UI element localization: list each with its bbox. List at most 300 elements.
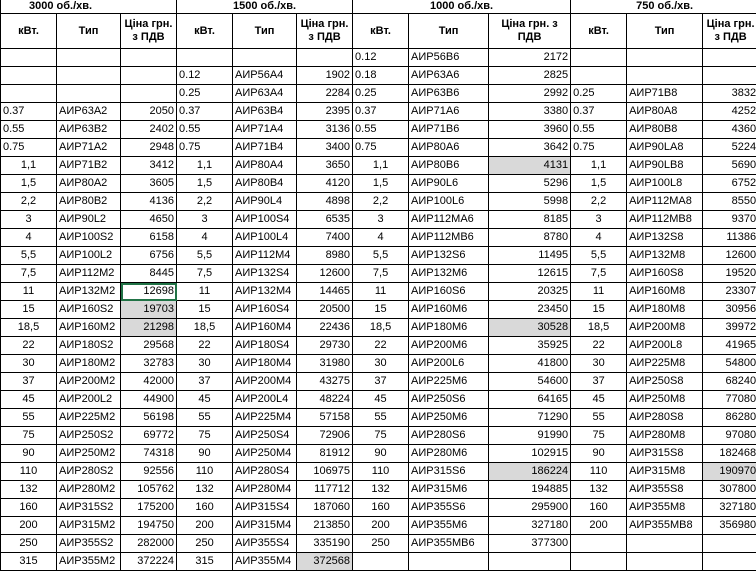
type-cell[interactable]: АИР80В6 xyxy=(409,157,489,175)
kw-cell[interactable]: 2,2 xyxy=(1,193,57,211)
kw-cell[interactable]: 90 xyxy=(1,445,57,463)
price-cell[interactable]: 307800 xyxy=(703,481,756,499)
price-cell[interactable]: 57158 xyxy=(297,409,353,427)
price-cell[interactable]: 4136 xyxy=(121,193,177,211)
type-cell[interactable]: АИР160S4 xyxy=(233,301,297,319)
kw-cell[interactable]: 37 xyxy=(177,373,233,391)
price-cell[interactable]: 44900 xyxy=(121,391,177,409)
price-cell[interactable]: 32783 xyxy=(121,355,177,373)
price-cell[interactable]: 4252 xyxy=(703,103,756,121)
type-cell[interactable]: АИР100L8 xyxy=(627,175,703,193)
kw-cell[interactable]: 22 xyxy=(353,337,409,355)
price-cell[interactable]: 2402 xyxy=(121,121,177,139)
price-cell[interactable] xyxy=(121,49,177,67)
type-cell[interactable]: АИР56А4 xyxy=(233,67,297,85)
price-cell[interactable]: 6535 xyxy=(297,211,353,229)
type-cell[interactable] xyxy=(233,49,297,67)
price-cell[interactable]: 327180 xyxy=(489,517,571,535)
kw-cell[interactable]: 110 xyxy=(571,463,627,481)
price-cell[interactable]: 4120 xyxy=(297,175,353,193)
price-cell[interactable]: 2825 xyxy=(489,67,571,85)
type-cell[interactable]: АИР180М2 xyxy=(57,355,121,373)
type-cell[interactable]: АИР132М8 xyxy=(627,247,703,265)
type-cell[interactable]: АИР132М4 xyxy=(233,283,297,301)
kw-cell[interactable] xyxy=(571,49,627,67)
kw-cell[interactable]: 160 xyxy=(571,499,627,517)
kw-cell[interactable] xyxy=(1,67,57,85)
price-cell[interactable]: 11495 xyxy=(489,247,571,265)
type-cell[interactable]: АИР280S6 xyxy=(409,427,489,445)
type-cell[interactable]: АИР280М6 xyxy=(409,445,489,463)
kw-cell[interactable]: 7,5 xyxy=(571,265,627,283)
kw-cell[interactable]: 18,5 xyxy=(177,319,233,337)
price-cell[interactable]: 3605 xyxy=(121,175,177,193)
kw-cell[interactable]: 0.37 xyxy=(177,103,233,121)
price-cell[interactable]: 3380 xyxy=(489,103,571,121)
type-cell[interactable]: АИР90L4 xyxy=(233,193,297,211)
price-cell[interactable]: 194885 xyxy=(489,481,571,499)
price-cell[interactable]: 106975 xyxy=(297,463,353,481)
kw-cell[interactable]: 0.12 xyxy=(353,49,409,67)
kw-cell[interactable]: 160 xyxy=(1,499,57,517)
kw-cell[interactable]: 5,5 xyxy=(1,247,57,265)
type-cell[interactable]: АИР80А4 xyxy=(233,157,297,175)
type-cell[interactable]: АИР100S2 xyxy=(57,229,121,247)
kw-cell[interactable]: 7,5 xyxy=(353,265,409,283)
type-cell[interactable]: АИР315М8 xyxy=(627,463,703,481)
kw-cell[interactable]: 0.55 xyxy=(571,121,627,139)
price-cell[interactable]: 8780 xyxy=(489,229,571,247)
kw-cell[interactable]: 11 xyxy=(1,283,57,301)
type-cell[interactable]: АИР200L8 xyxy=(627,337,703,355)
kw-cell[interactable]: 90 xyxy=(353,445,409,463)
type-cell[interactable]: АИР280М4 xyxy=(233,481,297,499)
price-cell[interactable]: 8445 xyxy=(121,265,177,283)
price-cell[interactable]: 54800 xyxy=(703,355,756,373)
price-cell[interactable]: 23450 xyxy=(489,301,571,319)
price-cell[interactable]: 8550 xyxy=(703,193,756,211)
kw-cell[interactable]: 11 xyxy=(353,283,409,301)
kw-cell[interactable]: 5,5 xyxy=(353,247,409,265)
kw-cell[interactable]: 0.18 xyxy=(353,67,409,85)
price-cell[interactable]: 29730 xyxy=(297,337,353,355)
kw-cell[interactable]: 4 xyxy=(353,229,409,247)
price-cell[interactable]: 2948 xyxy=(121,139,177,157)
kw-cell[interactable]: 11 xyxy=(177,283,233,301)
kw-cell[interactable] xyxy=(1,49,57,67)
type-cell[interactable]: АИР355М6 xyxy=(409,517,489,535)
price-cell[interactable]: 5224 xyxy=(703,139,756,157)
kw-cell[interactable]: 200 xyxy=(177,517,233,535)
price-cell[interactable]: 3650 xyxy=(297,157,353,175)
price-cell[interactable]: 117712 xyxy=(297,481,353,499)
price-cell[interactable]: 372568 xyxy=(297,553,353,571)
type-cell[interactable]: АИР160М6 xyxy=(409,301,489,319)
kw-cell[interactable]: 1,5 xyxy=(353,175,409,193)
price-cell[interactable]: 19703 xyxy=(121,301,177,319)
kw-cell[interactable]: 132 xyxy=(353,481,409,499)
price-cell[interactable]: 2395 xyxy=(297,103,353,121)
kw-cell[interactable]: 315 xyxy=(1,553,57,571)
type-cell[interactable]: АИР180М4 xyxy=(233,355,297,373)
type-cell[interactable]: АИР132М6 xyxy=(409,265,489,283)
price-cell[interactable]: 2992 xyxy=(489,85,571,103)
kw-cell[interactable]: 22 xyxy=(177,337,233,355)
type-cell[interactable]: АИР225М6 xyxy=(409,373,489,391)
type-cell[interactable]: АИР71А2 xyxy=(57,139,121,157)
kw-cell[interactable]: 0.25 xyxy=(571,85,627,103)
type-cell[interactable]: АИР200L2 xyxy=(57,391,121,409)
type-cell[interactable]: АИР71А4 xyxy=(233,121,297,139)
type-cell[interactable]: АИР90L6 xyxy=(409,175,489,193)
type-cell[interactable]: АИР200М2 xyxy=(57,373,121,391)
price-cell[interactable]: 1902 xyxy=(297,67,353,85)
kw-cell[interactable]: 1,5 xyxy=(571,175,627,193)
type-cell[interactable]: АИР71В8 xyxy=(627,85,703,103)
price-cell[interactable]: 31980 xyxy=(297,355,353,373)
type-cell[interactable]: АИР315S6 xyxy=(409,463,489,481)
type-cell[interactable]: АИР112МА8 xyxy=(627,193,703,211)
price-cell[interactable]: 41800 xyxy=(489,355,571,373)
kw-cell[interactable]: 1,5 xyxy=(177,175,233,193)
price-cell[interactable]: 29568 xyxy=(121,337,177,355)
kw-cell[interactable]: 0.75 xyxy=(177,139,233,157)
price-cell[interactable]: 72906 xyxy=(297,427,353,445)
kw-cell[interactable]: 7,5 xyxy=(177,265,233,283)
kw-cell[interactable] xyxy=(1,85,57,103)
type-cell[interactable] xyxy=(57,49,121,67)
type-cell[interactable]: АИР250М4 xyxy=(233,445,297,463)
kw-cell[interactable]: 18,5 xyxy=(571,319,627,337)
kw-cell[interactable]: 30 xyxy=(177,355,233,373)
price-cell[interactable] xyxy=(703,535,756,553)
kw-cell[interactable]: 3 xyxy=(1,211,57,229)
kw-cell[interactable]: 0.25 xyxy=(177,85,233,103)
price-cell[interactable] xyxy=(121,67,177,85)
price-cell[interactable]: 327180 xyxy=(703,499,756,517)
price-cell[interactable]: 48224 xyxy=(297,391,353,409)
kw-cell[interactable]: 18,5 xyxy=(1,319,57,337)
type-cell[interactable]: АИР355М2 xyxy=(57,553,121,571)
price-cell[interactable]: 91990 xyxy=(489,427,571,445)
price-cell[interactable]: 12600 xyxy=(297,265,353,283)
kw-cell[interactable]: 132 xyxy=(571,481,627,499)
type-cell[interactable]: АИР112М2 xyxy=(57,265,121,283)
kw-cell[interactable]: 22 xyxy=(571,337,627,355)
kw-cell[interactable]: 0.55 xyxy=(1,121,57,139)
price-cell[interactable]: 3832 xyxy=(703,85,756,103)
kw-cell[interactable]: 45 xyxy=(353,391,409,409)
kw-cell[interactable]: 45 xyxy=(177,391,233,409)
type-cell[interactable]: АИР355МВ6 xyxy=(409,535,489,553)
kw-cell[interactable]: 15 xyxy=(571,301,627,319)
type-cell[interactable]: АИР200М8 xyxy=(627,319,703,337)
kw-cell[interactable]: 37 xyxy=(571,373,627,391)
type-cell[interactable]: АИР160М2 xyxy=(57,319,121,337)
kw-cell[interactable]: 5,5 xyxy=(571,247,627,265)
kw-cell[interactable]: 4 xyxy=(571,229,627,247)
type-cell[interactable]: АИР100S4 xyxy=(233,211,297,229)
kw-cell[interactable]: 22 xyxy=(1,337,57,355)
price-cell[interactable]: 64165 xyxy=(489,391,571,409)
price-cell[interactable]: 105762 xyxy=(121,481,177,499)
type-cell[interactable]: АИР200L6 xyxy=(409,355,489,373)
kw-cell[interactable]: 0.37 xyxy=(353,103,409,121)
kw-cell[interactable]: 200 xyxy=(353,517,409,535)
type-cell[interactable]: АИР90L2 xyxy=(57,211,121,229)
kw-cell[interactable]: 0.12 xyxy=(177,67,233,85)
price-cell[interactable]: 41965 xyxy=(703,337,756,355)
price-cell[interactable]: 12615 xyxy=(489,265,571,283)
type-cell[interactable]: АИР160М8 xyxy=(627,283,703,301)
price-cell[interactable]: 22436 xyxy=(297,319,353,337)
type-cell[interactable] xyxy=(627,49,703,67)
price-cell[interactable]: 295900 xyxy=(489,499,571,517)
type-cell[interactable]: АИР225М2 xyxy=(57,409,121,427)
price-cell[interactable]: 282000 xyxy=(121,535,177,553)
type-cell[interactable]: АИР80В4 xyxy=(233,175,297,193)
type-cell[interactable] xyxy=(57,67,121,85)
price-cell[interactable]: 194750 xyxy=(121,517,177,535)
type-cell[interactable]: АИР250М8 xyxy=(627,391,703,409)
price-cell[interactable] xyxy=(703,67,756,85)
type-cell[interactable]: АИР132М2 xyxy=(57,283,121,301)
type-cell[interactable]: АИР112МВ8 xyxy=(627,211,703,229)
price-cell[interactable]: 35925 xyxy=(489,337,571,355)
type-cell[interactable]: АИР71В6 xyxy=(409,121,489,139)
price-cell[interactable]: 6756 xyxy=(121,247,177,265)
kw-cell[interactable]: 110 xyxy=(1,463,57,481)
type-cell[interactable]: АИР280S4 xyxy=(233,463,297,481)
type-cell[interactable]: АИР71В2 xyxy=(57,157,121,175)
price-cell[interactable]: 2050 xyxy=(121,103,177,121)
kw-cell[interactable]: 55 xyxy=(1,409,57,427)
type-cell[interactable]: АИР160S2 xyxy=(57,301,121,319)
type-cell[interactable]: АИР355S4 xyxy=(233,535,297,553)
price-cell[interactable]: 377300 xyxy=(489,535,571,553)
kw-cell[interactable]: 2,2 xyxy=(353,193,409,211)
kw-cell[interactable]: 160 xyxy=(177,499,233,517)
kw-cell[interactable]: 37 xyxy=(353,373,409,391)
kw-cell[interactable]: 250 xyxy=(353,535,409,553)
type-cell[interactable]: АИР355МВ8 xyxy=(627,517,703,535)
price-cell[interactable]: 3412 xyxy=(121,157,177,175)
price-cell[interactable]: 102915 xyxy=(489,445,571,463)
type-cell[interactable]: АИР250S2 xyxy=(57,427,121,445)
kw-cell[interactable]: 2,2 xyxy=(177,193,233,211)
kw-cell[interactable]: 75 xyxy=(571,427,627,445)
type-cell[interactable]: АИР315М4 xyxy=(233,517,297,535)
price-cell[interactable]: 30528 xyxy=(489,319,571,337)
kw-cell[interactable]: 3 xyxy=(571,211,627,229)
kw-cell[interactable]: 55 xyxy=(353,409,409,427)
price-cell[interactable]: 43275 xyxy=(297,373,353,391)
type-cell[interactable]: АИР71А6 xyxy=(409,103,489,121)
kw-cell[interactable]: 3 xyxy=(353,211,409,229)
kw-cell[interactable]: 0.55 xyxy=(177,121,233,139)
type-cell[interactable]: АИР80В8 xyxy=(627,121,703,139)
type-cell[interactable]: АИР180S4 xyxy=(233,337,297,355)
price-cell[interactable]: 7400 xyxy=(297,229,353,247)
type-cell[interactable] xyxy=(627,553,703,571)
type-cell[interactable]: АИР112МА6 xyxy=(409,211,489,229)
price-cell[interactable]: 3642 xyxy=(489,139,571,157)
price-cell[interactable]: 12600 xyxy=(703,247,756,265)
type-cell[interactable]: АИР180М8 xyxy=(627,301,703,319)
kw-cell[interactable]: 7,5 xyxy=(1,265,57,283)
kw-cell[interactable]: 250 xyxy=(1,535,57,553)
type-cell[interactable]: АИР100L2 xyxy=(57,247,121,265)
price-cell[interactable]: 71290 xyxy=(489,409,571,427)
kw-cell[interactable]: 5,5 xyxy=(177,247,233,265)
kw-cell[interactable]: 75 xyxy=(1,427,57,445)
price-cell[interactable]: 213850 xyxy=(297,517,353,535)
kw-cell[interactable]: 45 xyxy=(1,391,57,409)
kw-cell[interactable] xyxy=(177,49,233,67)
kw-cell[interactable]: 1,1 xyxy=(1,157,57,175)
type-cell[interactable]: АИР112МВ6 xyxy=(409,229,489,247)
price-cell[interactable]: 12698 xyxy=(121,283,177,301)
type-cell[interactable]: АИР63А2 xyxy=(57,103,121,121)
kw-cell[interactable]: 200 xyxy=(571,517,627,535)
kw-cell[interactable]: 0.55 xyxy=(353,121,409,139)
type-cell[interactable]: АИР100L4 xyxy=(233,229,297,247)
price-cell[interactable]: 182468 xyxy=(703,445,756,463)
type-cell[interactable]: АИР250S6 xyxy=(409,391,489,409)
type-cell[interactable]: АИР280S8 xyxy=(627,409,703,427)
kw-cell[interactable]: 0.75 xyxy=(353,139,409,157)
price-cell[interactable]: 372224 xyxy=(121,553,177,571)
type-cell[interactable]: АИР63В6 xyxy=(409,85,489,103)
price-cell[interactable]: 56198 xyxy=(121,409,177,427)
price-cell[interactable]: 97080 xyxy=(703,427,756,445)
type-cell[interactable]: АИР56В6 xyxy=(409,49,489,67)
kw-cell[interactable]: 200 xyxy=(1,517,57,535)
type-cell[interactable]: АИР315S8 xyxy=(627,445,703,463)
price-cell[interactable]: 92556 xyxy=(121,463,177,481)
kw-cell[interactable]: 55 xyxy=(177,409,233,427)
kw-cell[interactable]: 11 xyxy=(571,283,627,301)
type-cell[interactable] xyxy=(627,67,703,85)
price-cell[interactable]: 81912 xyxy=(297,445,353,463)
price-cell[interactable]: 8980 xyxy=(297,247,353,265)
price-cell[interactable]: 8185 xyxy=(489,211,571,229)
kw-cell[interactable]: 250 xyxy=(177,535,233,553)
kw-cell[interactable] xyxy=(571,553,627,571)
type-cell[interactable]: АИР250S4 xyxy=(233,427,297,445)
type-cell[interactable]: АИР80А2 xyxy=(57,175,121,193)
price-cell[interactable]: 4650 xyxy=(121,211,177,229)
type-cell[interactable]: АИР225М4 xyxy=(233,409,297,427)
price-cell[interactable]: 5690 xyxy=(703,157,756,175)
price-cell[interactable]: 356980 xyxy=(703,517,756,535)
type-cell[interactable] xyxy=(57,85,121,103)
type-cell[interactable]: АИР355М4 xyxy=(233,553,297,571)
kw-cell[interactable]: 1,1 xyxy=(177,157,233,175)
type-cell[interactable]: АИР160М4 xyxy=(233,319,297,337)
type-cell[interactable]: АИР250М2 xyxy=(57,445,121,463)
price-cell[interactable] xyxy=(703,49,756,67)
kw-cell[interactable]: 110 xyxy=(353,463,409,481)
type-cell[interactable]: АИР63А4 xyxy=(233,85,297,103)
price-cell[interactable]: 20325 xyxy=(489,283,571,301)
price-cell[interactable]: 6752 xyxy=(703,175,756,193)
price-cell[interactable]: 77080 xyxy=(703,391,756,409)
price-cell[interactable]: 74318 xyxy=(121,445,177,463)
price-cell[interactable]: 335190 xyxy=(297,535,353,553)
kw-cell[interactable]: 0.75 xyxy=(1,139,57,157)
price-cell[interactable]: 190970 xyxy=(703,463,756,481)
price-cell[interactable]: 4898 xyxy=(297,193,353,211)
price-cell[interactable]: 186224 xyxy=(489,463,571,481)
price-cell[interactable]: 4131 xyxy=(489,157,571,175)
price-cell[interactable] xyxy=(703,553,756,571)
kw-cell[interactable]: 4 xyxy=(177,229,233,247)
price-cell[interactable]: 3960 xyxy=(489,121,571,139)
type-cell[interactable]: АИР315S4 xyxy=(233,499,297,517)
type-cell[interactable]: АИР63В2 xyxy=(57,121,121,139)
type-cell[interactable]: АИР180S2 xyxy=(57,337,121,355)
kw-cell[interactable]: 90 xyxy=(177,445,233,463)
type-cell[interactable]: АИР100L6 xyxy=(409,193,489,211)
price-cell[interactable]: 5998 xyxy=(489,193,571,211)
price-cell[interactable]: 30956 xyxy=(703,301,756,319)
type-cell[interactable]: АИР355S2 xyxy=(57,535,121,553)
kw-cell[interactable]: 132 xyxy=(1,481,57,499)
price-cell[interactable]: 42000 xyxy=(121,373,177,391)
price-cell[interactable]: 175200 xyxy=(121,499,177,517)
type-cell[interactable]: АИР180М6 xyxy=(409,319,489,337)
type-cell[interactable]: АИР355S6 xyxy=(409,499,489,517)
type-cell[interactable]: АИР132S8 xyxy=(627,229,703,247)
type-cell[interactable]: АИР200М6 xyxy=(409,337,489,355)
price-cell[interactable]: 19520 xyxy=(703,265,756,283)
type-cell[interactable]: АИР63В4 xyxy=(233,103,297,121)
type-cell[interactable]: АИР90LA8 xyxy=(627,139,703,157)
type-cell[interactable]: АИР250М6 xyxy=(409,409,489,427)
type-cell[interactable]: АИР225М8 xyxy=(627,355,703,373)
type-cell[interactable] xyxy=(627,535,703,553)
kw-cell[interactable]: 3 xyxy=(177,211,233,229)
kw-cell[interactable]: 1,1 xyxy=(353,157,409,175)
kw-cell[interactable]: 37 xyxy=(1,373,57,391)
price-cell[interactable]: 5296 xyxy=(489,175,571,193)
kw-cell[interactable]: 1,1 xyxy=(571,157,627,175)
price-cell[interactable]: 54600 xyxy=(489,373,571,391)
type-cell[interactable]: АИР71В4 xyxy=(233,139,297,157)
price-cell[interactable]: 86280 xyxy=(703,409,756,427)
price-cell[interactable]: 2172 xyxy=(489,49,571,67)
type-cell[interactable]: АИР315S2 xyxy=(57,499,121,517)
type-cell[interactable]: АИР315М6 xyxy=(409,481,489,499)
kw-cell[interactable]: 160 xyxy=(353,499,409,517)
type-cell[interactable]: АИР315М2 xyxy=(57,517,121,535)
kw-cell[interactable]: 2,2 xyxy=(571,193,627,211)
price-cell[interactable]: 2284 xyxy=(297,85,353,103)
kw-cell[interactable] xyxy=(571,67,627,85)
kw-cell[interactable]: 90 xyxy=(571,445,627,463)
type-cell[interactable]: АИР160S8 xyxy=(627,265,703,283)
kw-cell[interactable]: 0.37 xyxy=(571,103,627,121)
price-cell[interactable]: 11386 xyxy=(703,229,756,247)
price-cell[interactable]: 14465 xyxy=(297,283,353,301)
price-cell[interactable]: 20500 xyxy=(297,301,353,319)
type-cell[interactable]: АИР80А6 xyxy=(409,139,489,157)
type-cell[interactable]: АИР280S2 xyxy=(57,463,121,481)
kw-cell[interactable]: 30 xyxy=(571,355,627,373)
type-cell[interactable]: АИР112М4 xyxy=(233,247,297,265)
kw-cell[interactable]: 30 xyxy=(353,355,409,373)
